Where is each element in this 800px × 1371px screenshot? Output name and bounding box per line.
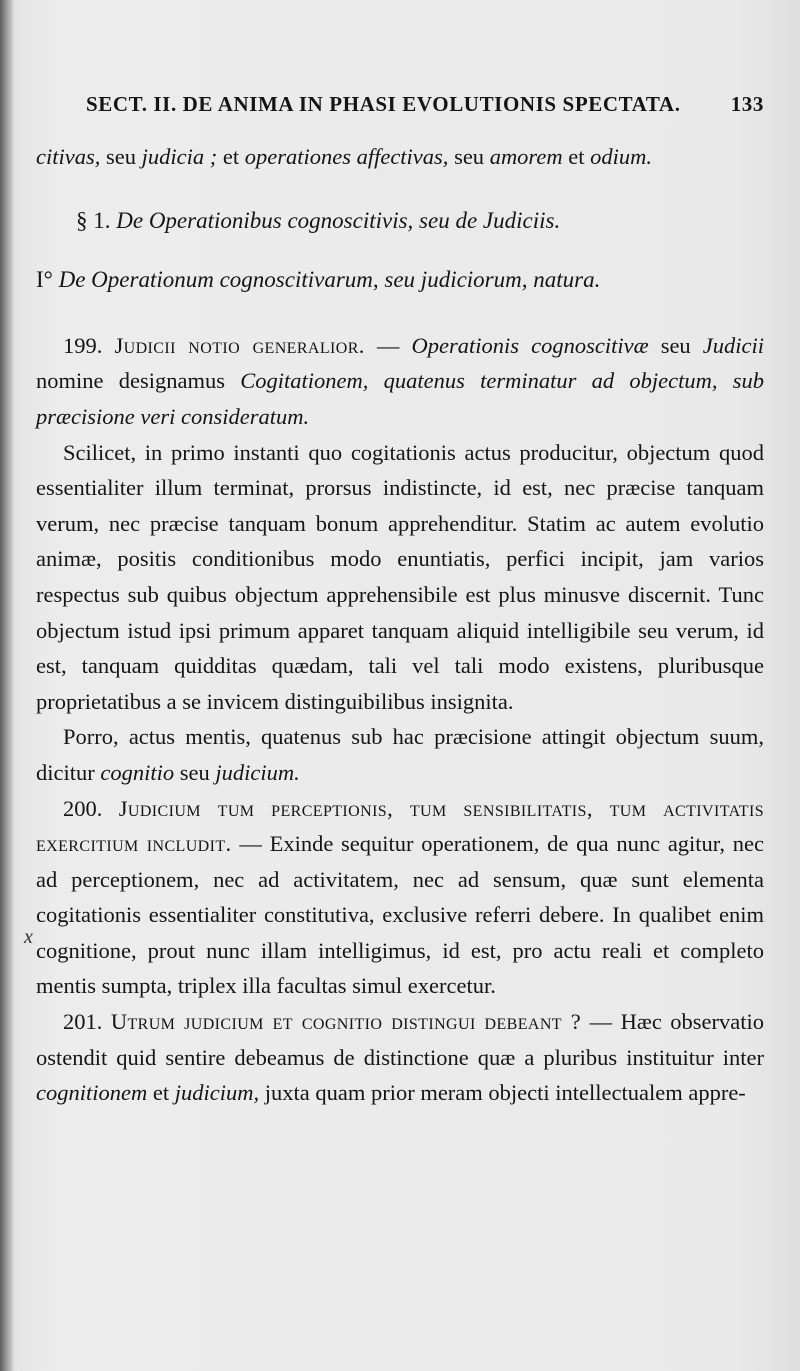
paragraph-number: 199. — [63, 332, 115, 358]
italic-term: amorem — [489, 144, 563, 169]
paragraph-title: Judicium tum perceptionis, tum sensibilitatis, tum activitatis exercitium includit. — [36, 795, 764, 857]
italic-definition: Cogitationem, quatenus terminatur ad objectum, sub præcisione veri consideratum. — [36, 368, 764, 429]
text-run: nomine designamus — [36, 368, 241, 394]
text-run: seu — [100, 144, 142, 169]
text-run: et — [562, 144, 591, 169]
paragraph-number: 200. — [63, 795, 119, 821]
paragraph-title: Utrum judicium et cognitio distingui debeant ? — [110, 1009, 582, 1035]
sub-heading — [36, 262, 764, 298]
section-heading-text: De Operationibus cognoscitivis, seu de Judiciis. — [116, 207, 561, 233]
italic-term: Operationis cognoscitivæ — [411, 332, 649, 358]
paragraph-201 — [36, 1004, 764, 1111]
paragraph-199 — [36, 328, 764, 435]
paragraph-199-body: Scilicet, in primo instanti quo cogitationis actus producitur, objectum quod essentialiter illum terminat, prorsus indistincte, id est, nec præcise tanquam verum, nec præcise tanquam bonum apprehenditur. Statim ac autem evolutio animæ, positis conditionibus modo enuntiatis, perfici incipit, jam varios respectus sub quibus objectum apprehensibile est plus minusve discernit. Tunc objectum istud ipsi primum apparet tanquam aliquid intelligibile seu verum, id est, tanquam quidditas quædam, tali vel tali modo existens, pluribusque proprietatibus a se invicem distinguibilibus insignita. — [36, 439, 764, 714]
sub-heading-text: De Operationum cognoscitivarum, seu judiciorum, natura. — [58, 267, 601, 293]
italic-term: cognitio — [100, 759, 175, 785]
running-header — [36, 92, 764, 117]
italic-term: judicia ; — [141, 144, 218, 169]
italic-term: Judicii — [702, 332, 765, 358]
paragraph-200 — [36, 791, 764, 1005]
page-number: 133 — [730, 92, 764, 116]
page-body — [36, 139, 764, 1111]
italic-term: judicium, — [174, 1080, 260, 1106]
paragraph-199-conclusion — [36, 719, 764, 790]
text-run: — Exinde sequitur operationem, de qua nunc agitur, nec ad perceptionem, nec ad activitatem, nec ad sensum, quæ sunt elementa cogitationis essentialiter constitutiva, exclusive referri debere. In qualibet enim cognitione, prout nunc illam intelligimus, id est, pro actu reali et completo mentis sumpta, triplex illa facultas simul exercetur. — [36, 831, 764, 999]
text-run: et — [217, 144, 245, 169]
italic-term: judicium. — [215, 759, 300, 785]
paragraph-continuation — [36, 139, 764, 175]
text-run: juxta quam prior meram objecti intellectualem appre- — [259, 1080, 746, 1106]
page-binding-shadow — [0, 0, 14, 1371]
text-run: — Hæc observatio ostendit quid sentire debeamus de distinctione quæ a pluribus instituitur inter — [36, 1009, 765, 1070]
text-run: seu — [448, 144, 490, 169]
italic-term: operationes affectivas, — [244, 144, 449, 169]
paragraph-title: Judicii notio generalior. — [114, 332, 365, 358]
text-run: Porro, actus mentis, quatenus sub hac præcisione attingit objectum suum, dicitur — [36, 724, 764, 785]
handwritten-margin-mark: x — [24, 926, 33, 948]
italic-term: citivas, — [36, 144, 101, 169]
text-run: et — [147, 1080, 175, 1106]
text-run: seu — [648, 332, 703, 358]
text-run: — — [364, 332, 412, 358]
sub-heading-number: I° — [36, 267, 59, 293]
italic-term: cognitionem — [36, 1080, 148, 1106]
italic-term: odium. — [590, 144, 652, 169]
text-run: seu — [174, 759, 216, 785]
paragraph-number: 201. — [63, 1009, 111, 1035]
section-heading — [36, 203, 764, 239]
section-number: § 1. — [76, 207, 117, 233]
running-header-title: SECT. II. DE ANIMA IN PHASI EVOLUTIONIS SPECTATA. — [86, 92, 681, 116]
